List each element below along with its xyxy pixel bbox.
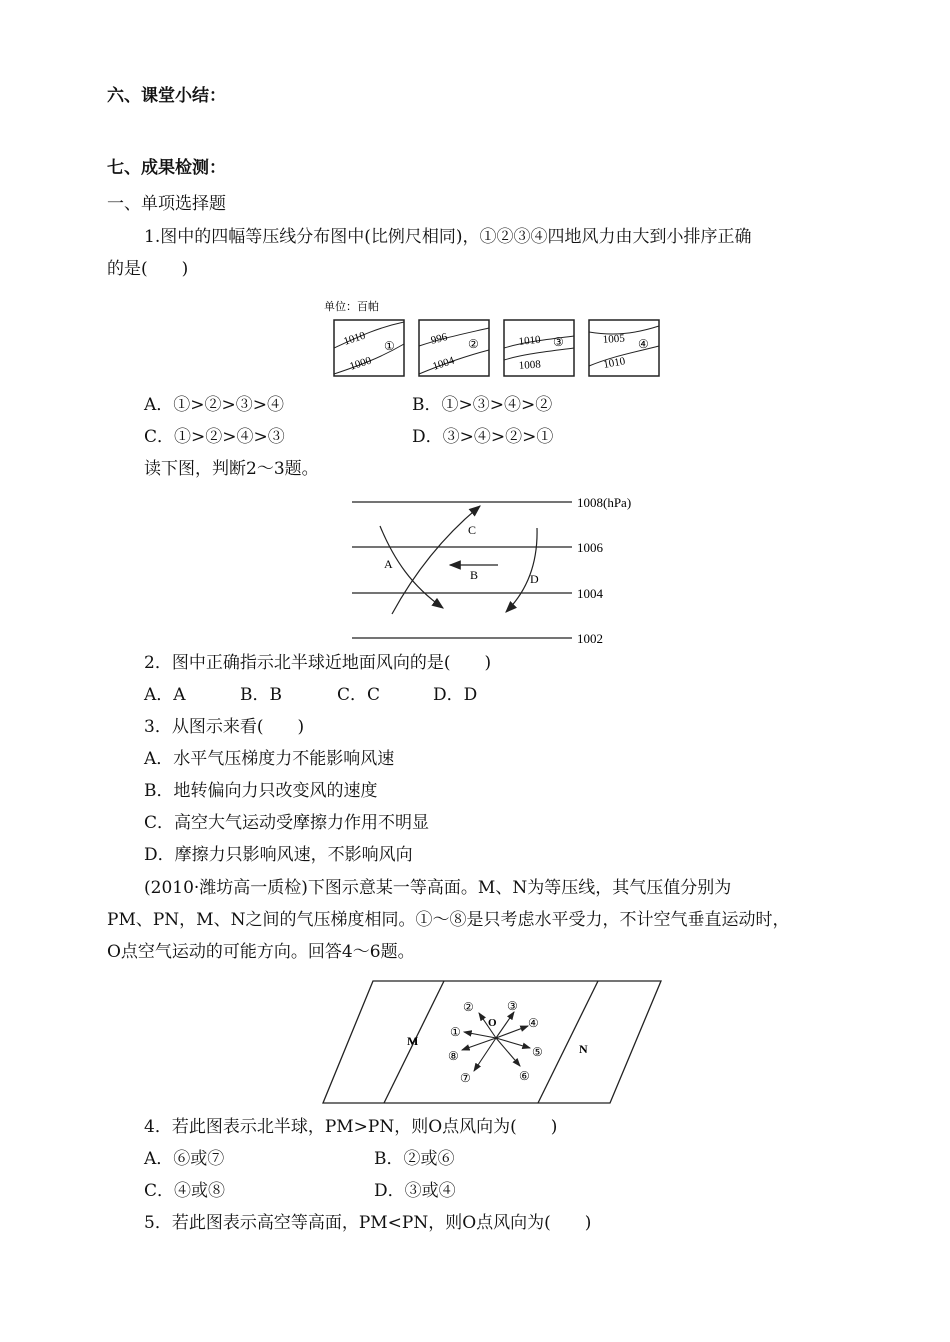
q2-option-b: B．B [240,685,282,705]
figure-unit-label: 单位：百帕 [324,301,379,313]
isobaric-plane-figure [320,978,665,1108]
arrow-label-3: ③ [507,999,518,1013]
q3-stem: 3．从图示来看( ) [144,717,305,737]
label-m: M [407,1034,419,1048]
q1-option-a: A．①>②>③>④ [144,395,285,415]
arrow-d [506,528,537,612]
panel-4-top-isobar: 1005 [602,332,626,346]
arrow-c [392,506,480,614]
panel-1-bottom-isobar: 1000 [348,354,373,373]
arrow-5 [496,1038,530,1048]
panel-3 [504,320,574,376]
label-b: B [470,568,479,582]
panel-2-bottom-isobar: 1004 [431,354,456,373]
panel-1-marker: ① [384,339,395,353]
q3-option-c: C．高空大气运动受摩擦力作用不明显 [144,813,430,833]
intro-4-6-line1: (2010·潍坊高一质检)下图示意某一等高面。M、N为等压线，其气压值分别为 [144,878,732,898]
intro-4-6-line3: O点空气运动的可能方向。回答4～6题。 [107,942,415,962]
read-2-3-instruction: 读下图，判断2～3题。 [144,459,319,479]
label-n: N [579,1042,588,1056]
isobar-label-1006: 1006 [577,540,603,555]
panel-4-bottom-isobar: 1010 [602,355,627,371]
arrow-label-2: ② [463,1000,474,1014]
q3-option-d: D．摩擦力只影响风速，不影响风向 [144,845,413,865]
arrow-1 [464,1032,496,1038]
arrow-8 [462,1038,496,1050]
arrow-label-8: ⑧ [448,1049,459,1063]
arrow-7 [474,1038,496,1071]
q1-option-b: B．①>③>④>② [412,395,553,415]
arrow-label-5: ⑤ [532,1045,543,1059]
arrow-label-4: ④ [528,1016,539,1030]
isobar-label-1008: 1008(hPa) [577,495,632,510]
q2-option-d: D．D [433,685,478,705]
arrow-label-6: ⑥ [519,1069,530,1083]
q2-option-c: C．C [337,685,381,705]
summary-heading: 六、课堂小结： [107,86,226,106]
q4-stem: 4．若此图表示北半球，PM>PN，则O点风向为( ) [144,1117,558,1137]
q4-option-b: B．②或⑥ [374,1149,455,1169]
label-c: C [468,523,477,537]
isobar-label-1002: 1002 [577,631,603,646]
q1-isobar-figure [318,298,668,380]
label-a: A [384,557,393,571]
isobar-n [538,981,598,1103]
q4-option-d: D．③或④ [374,1181,456,1201]
q4-option-c: C．④或⑧ [144,1181,226,1201]
panel-1 [334,320,404,376]
panel-3-bottom-isobar: 1008 [518,358,542,372]
q1-stem-line1: 1.图中的四幅等压线分布图中(比例尺相同)，①②③④四地风力由大到小排序正确 [144,227,752,247]
arrow-label-7: ⑦ [460,1071,471,1085]
q5-stem: 5．若此图表示高空等高面，PM<PN，则O点风向为( ) [144,1213,592,1233]
part-one-heading: 一、单项选择题 [107,194,226,214]
panel-2-marker: ② [468,337,479,351]
panel-3-top-isobar: 1010 [518,333,542,348]
q3-option-b: B．地转偏向力只改变风的速度 [144,781,378,801]
q1-option-d: D．③>④>②>① [412,427,554,447]
panel-3-marker: ③ [553,335,564,349]
panel-1-top-isobar: 1010 [342,329,367,348]
panel-4 [589,320,659,376]
arrow-label-1: ① [450,1025,461,1039]
panel-4-marker: ④ [638,337,649,351]
q1-option-c: C．①>②>④>③ [144,427,285,447]
q2-stem: 2．图中正确指示北半球近地面风向的是( ) [144,653,492,673]
q1-stem-line2: 的是( ) [107,259,189,279]
wind-direction-figure [346,490,646,648]
arrow-6 [496,1038,520,1066]
panel-2 [419,320,489,376]
q4-option-a: A．⑥或⑦ [144,1149,225,1169]
q2-option-a: A．A [144,685,186,705]
label-o: O [488,1017,497,1029]
isobar-label-1004: 1004 [577,586,603,601]
panel-2-top-isobar: 996 [429,331,449,347]
test-heading: 七、成果检测： [107,158,226,178]
plane-outline [323,981,661,1103]
intro-4-6-line2: PM、PN，M、N之间的气压梯度相同。①～⑧是只考虑水平受力，不计空气垂直运动时， [107,910,790,930]
q3-option-a: A．水平气压梯度力不能影响风速 [144,749,395,769]
label-d: D [530,572,539,586]
